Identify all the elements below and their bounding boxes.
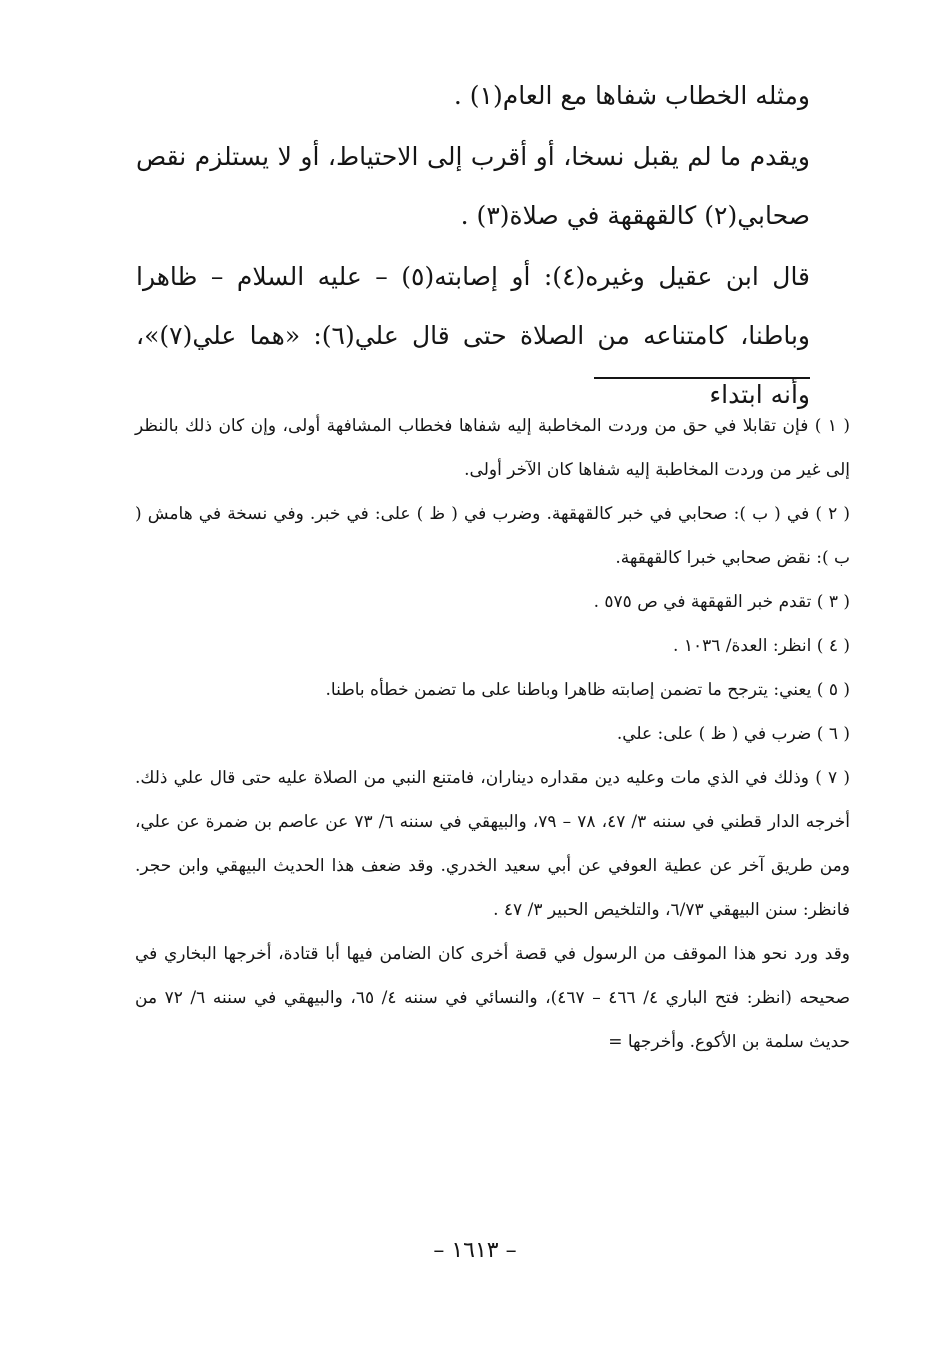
footnote-text: يعني: يترجح ما تضمن إصابته ظاهرا وباطنا على ما تضمن خطأه باطنا. xyxy=(325,680,812,700)
main-paragraph-3: قال ابن عقيل وغيره(٤): أو إصابته(٥) – عليه السلام – ظاهرا وباطنا، كامتناعه من الصلاة حتى قال علي(٦): «هما علي(٧)»، وأنه ابتداء xyxy=(136,262,811,409)
footnotes xyxy=(135,404,850,1064)
footnote-text: تقدم خبر القهقهة في ص ٥٧٥ . xyxy=(593,592,812,612)
footnote-text: فإن تقابلا في حق من وردت المخاطبة إليه شفاها فخطاب المشافهة أولى، وإن كان ذلك بالنظر إلى غير من وردت المخاطبة إليه شفاها كان الآخر أولى. xyxy=(135,416,850,480)
footnote-number: ( ٢ ) xyxy=(815,504,850,524)
footnote-number: ( ٧ ) xyxy=(815,768,850,788)
main-text xyxy=(136,66,810,424)
footnote-separator xyxy=(594,377,810,379)
footnote-number: ( ١ ) xyxy=(814,416,850,436)
main-paragraph-1: ومثله الخطاب شفاها مع العام(١) . xyxy=(453,81,810,110)
footnote-6 xyxy=(135,712,850,756)
footnote-3 xyxy=(135,580,850,624)
footnote-1 xyxy=(135,404,850,492)
footnote-5 xyxy=(135,668,850,712)
footnote-text: انظر: العدة/ ١٠٣٦ . xyxy=(673,636,812,656)
footnote-number: ( ٣ ) xyxy=(816,592,850,612)
footnote-text: وذلك في الذي مات وعليه دين مقداره ديناران، فامتنع النبي من الصلاة عليه حتى قال علي ذلك. أخرجه الدار قطني في سننه ٣/ ٤٧، ٧٨ – ٧٩، والبيهقي في سننه ٦/ ٧٣ عن عاصم بن ضمرة عن علي، ومن طريق آخر عن عطية العوفي عن أبي سعيد الخدري. وقد ضعف هذا الحديث البيهقي وابن حجر. فانظر: سنن البيهقي ٦/٧٣، والتلخيص الحبير ٣/ ٤٧ . xyxy=(135,768,850,920)
footnote-text: في ( ب ): صحابي في خبر كالقهقهة. وضرب في ( ظ ) على: في خبر. وفي نسخة في هامش ( ب ): نقض صحابي خبرا كالقهقهة. xyxy=(135,504,850,568)
footnote-continuation: وقد ورد نحو هذا الموقف من الرسول في قصة أخرى كان الضامن فيها أبا قتادة، أخرجها البخاري في صحيحه (انظر: فتح الباري ٤/ ٤٦٦ – ٤٦٧)، والنسائي في سننه ٤/ ٦٥، والبيهقي في سننه ٦/ ٧٢ من حديث سلمة بن الأكوع. وأخرجها = xyxy=(135,944,851,1052)
footnote-7 xyxy=(135,756,850,932)
footnote-4 xyxy=(135,624,850,668)
footnote-number: ( ٤ ) xyxy=(816,636,850,656)
footnote-text: ضرب في ( ظ ) على: علي. xyxy=(616,724,812,744)
footnote-number: ( ٥ ) xyxy=(816,680,850,700)
page-number: – ١٦١٣ – xyxy=(433,1238,517,1263)
main-paragraph-2: ويقدم ما لم يقبل نسخا، أو أقرب إلى الاحتياط، أو لا يستلزم نقص صحابي(٢) كالقهقهة في صلاة(٣) . xyxy=(136,142,810,230)
footnote-2 xyxy=(135,492,850,580)
footnote-number: ( ٦ ) xyxy=(816,724,850,744)
